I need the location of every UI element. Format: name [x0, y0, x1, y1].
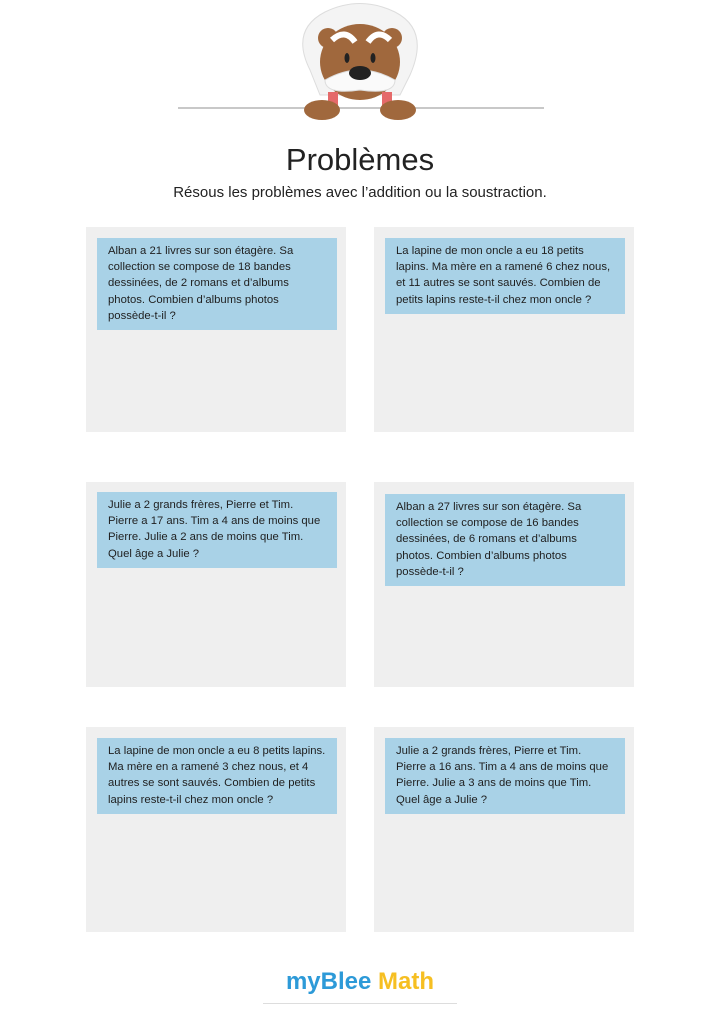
- page-title: Problèmes: [285, 142, 435, 177]
- myblee-math-logo: [0, 968, 720, 996]
- problem-text: Alban a 27 livres sur son étagère. Sa collection se compose de 16 bandes dessinées, de 6 romans et d’albums photos. Combien d’albums photos possède-t-il ?: [385, 494, 625, 586]
- problem-card-6: [374, 727, 634, 932]
- problem-card-1: [86, 227, 346, 432]
- problem-card-3: [86, 482, 346, 687]
- bear-mascot-icon: [270, 0, 450, 122]
- problem-text: Alban a 21 livres sur son étagère. Sa collection se compose de 18 bandes dessinées, de 2 romans et d’albums photos. Combien d’albums photos possède-t-il ?: [97, 238, 337, 330]
- problem-text: Julie a 2 grands frères, Pierre et Tim. Pierre a 17 ans. Tim a 4 ans de moins que Pierre. Julie a 2 ans de moins que Tim. Quel âge a Julie ?: [97, 492, 337, 568]
- problem-card-5: [86, 727, 346, 932]
- logo-part-math: Math: [378, 968, 435, 995]
- page-subtitle: Résous les problèmes avec l’addition ou la soustraction.: [173, 184, 547, 201]
- problem-text: Julie a 2 grands frères, Pierre et Tim. Pierre a 16 ans. Tim a 4 ans de moins que Pierre. Julie a 3 ans de moins que Tim. Quel âge a Julie ?: [385, 738, 625, 814]
- footer-divider: [263, 1003, 457, 1004]
- problem-text: La lapine de mon oncle a eu 18 petits lapins. Ma mère en a ramené 6 chez nous, et 11 autres se sont sauvés. Combien de petits lapins reste-t-il chez mon oncle ?: [385, 238, 625, 314]
- problem-text: La lapine de mon oncle a eu 8 petits lapins. Ma mère en a ramené 3 chez nous, et 4 autres se sont sauvés. Combien de petits lapins reste-t-il chez mon oncle ?: [97, 738, 337, 814]
- problem-card-4: [374, 482, 634, 687]
- logo-part-myblee: myBlee: [285, 968, 372, 995]
- problem-card-2: [374, 227, 634, 432]
